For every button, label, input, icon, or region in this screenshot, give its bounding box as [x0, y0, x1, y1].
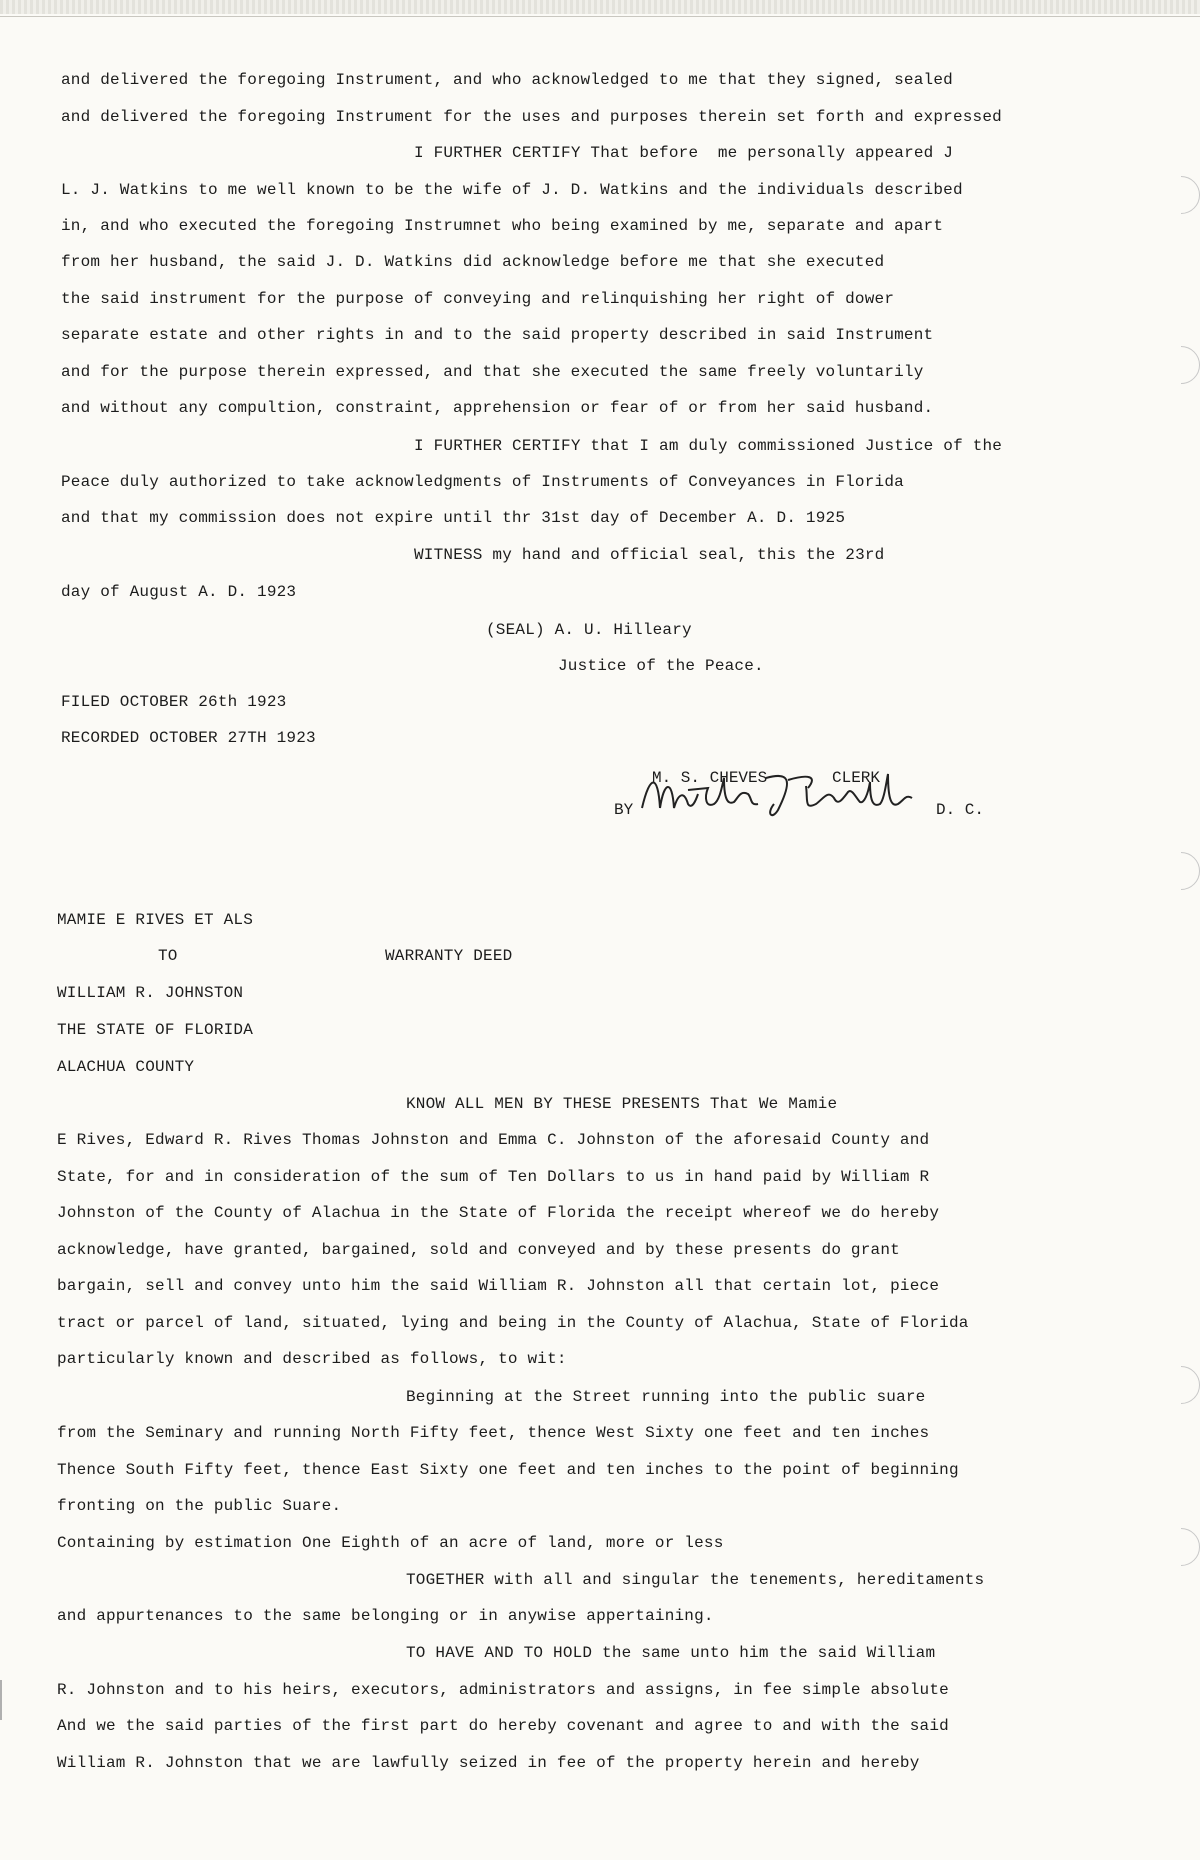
text-line: State, for and in consideration of the sum of Ten Dollars to us in hand paid by William R [57, 1168, 930, 1186]
text-line: bargain, sell and convey unto him the said William R. Johnston all that certain lot, piece [57, 1277, 940, 1295]
text-line: Containing by estimation One Eighth of an acre of land, more or less [57, 1534, 724, 1552]
text-line: I FURTHER CERTIFY that I am duly commissioned Justice of the [414, 437, 1003, 455]
text-line: acknowledge, have granted, bargained, sold and conveyed and by these presents do grant [57, 1241, 900, 1259]
text-line: separate estate and other rights in and to the said property described in said Instrument [61, 326, 934, 344]
text-line: the said instrument for the purpose of conveying and relinquishing her right of dower [61, 290, 895, 308]
text-line: and delivered the foregoing Instrument, and who acknowledged to me that they signed, sealed [61, 71, 953, 89]
text-line: Peace duly authorized to take acknowledgments of Instruments of Conveyances in Florida [61, 473, 904, 491]
text-line: Johnston of the County of Alachua in the State of Florida the receipt whereof we do hereby [57, 1204, 940, 1222]
text-line: WARRANTY DEED [385, 947, 513, 965]
text-line: I FURTHER CERTIFY That before me personally appeared J [414, 144, 954, 162]
text-line: TO HAVE AND TO HOLD the same unto him the said William [406, 1644, 936, 1662]
text-line: and for the purpose therein expressed, and that she executed the same freely voluntarily [61, 363, 924, 381]
text-line: Thence South Fifty feet, thence East Sixty one feet and ten inches to the point of beginning [57, 1461, 959, 1479]
text-line: KNOW ALL MEN BY THESE PRESENTS That We Mamie [406, 1095, 838, 1113]
text-line: from the Seminary and running North Fifty feet, thence West Sixty one feet and ten inches [57, 1424, 930, 1442]
text-line: THE STATE OF FLORIDA [57, 1021, 254, 1039]
by-label: BY [614, 801, 634, 819]
punch-hole-mark [1162, 1366, 1200, 1404]
text-line: Justice of the Peace. [558, 657, 764, 675]
text-line: TO [158, 947, 178, 965]
text-line: and without any compultion, constraint, apprehension or fear of or from her said husband. [61, 399, 934, 417]
text-line: in, and who executed the foregoing Instrumnet who being examined by me, separate and apart [61, 217, 944, 235]
text-line: And we the said parties of the first part do hereby covenant and agree to and with the said [57, 1717, 949, 1735]
text-line: (SEAL) A. U. Hilleary [486, 621, 692, 639]
scan-top-rule [0, 16, 1200, 17]
text-line: WITNESS my hand and official seal, this the 23rd [414, 546, 885, 564]
text-line: R. Johnston and to his heirs, executors, administrators and assigns, in fee simple absolute [57, 1681, 949, 1699]
clerk-name: M. S. CHEVES [652, 769, 768, 787]
text-line: FILED OCTOBER 26th 1923 [61, 693, 287, 711]
scan-left-edge-mark [0, 1680, 2, 1720]
handwritten-signature [638, 764, 938, 824]
clerk-signature-block [614, 758, 984, 828]
text-line: TOGETHER with all and singular the tenements, hereditaments [406, 1571, 985, 1589]
text-line: WILLIAM R. JOHNSTON [57, 984, 244, 1002]
punch-hole-mark [1162, 346, 1200, 384]
deputy-clerk-label: D. C. [936, 801, 985, 819]
punch-hole-mark [1162, 176, 1200, 214]
text-line: particularly known and described as follows, to wit: [57, 1350, 567, 1368]
text-line: and appurtenances to the same belonging or in anywise appertaining. [57, 1607, 714, 1625]
text-line: ALACHUA COUNTY [57, 1058, 195, 1076]
clerk-title: CLERK [832, 769, 881, 787]
text-line: E Rives, Edward R. Rives Thomas Johnston and Emma C. Johnston of the aforesaid County and [57, 1131, 930, 1149]
text-line: day of August A. D. 1923 [61, 583, 297, 601]
text-line: RECORDED OCTOBER 27TH 1923 [61, 729, 316, 747]
text-line: MAMIE E RIVES ET ALS [57, 911, 254, 929]
text-line: William R. Johnston that we are lawfully seized in fee of the property herein and hereby [57, 1754, 920, 1772]
text-line: Beginning at the Street running into the public suare [406, 1388, 926, 1406]
text-line: and that my commission does not expire until thr 31st day of December A. D. 1925 [61, 509, 846, 527]
text-line: L. J. Watkins to me well known to be the wife of J. D. Watkins and the individuals described [61, 181, 963, 199]
text-line: tract or parcel of land, situated, lying and being in the County of Alachua, State of Florida [57, 1314, 969, 1332]
punch-hole-mark [1162, 1528, 1200, 1566]
text-line: and delivered the foregoing Instrument for the uses and purposes therein set forth and expressed [61, 108, 1002, 126]
punch-hole-mark [1162, 852, 1200, 890]
scan-top-edge [0, 0, 1200, 14]
text-line: from her husband, the said J. D. Watkins did acknowledge before me that she executed [61, 253, 885, 271]
text-line: fronting on the public Suare. [57, 1497, 342, 1515]
